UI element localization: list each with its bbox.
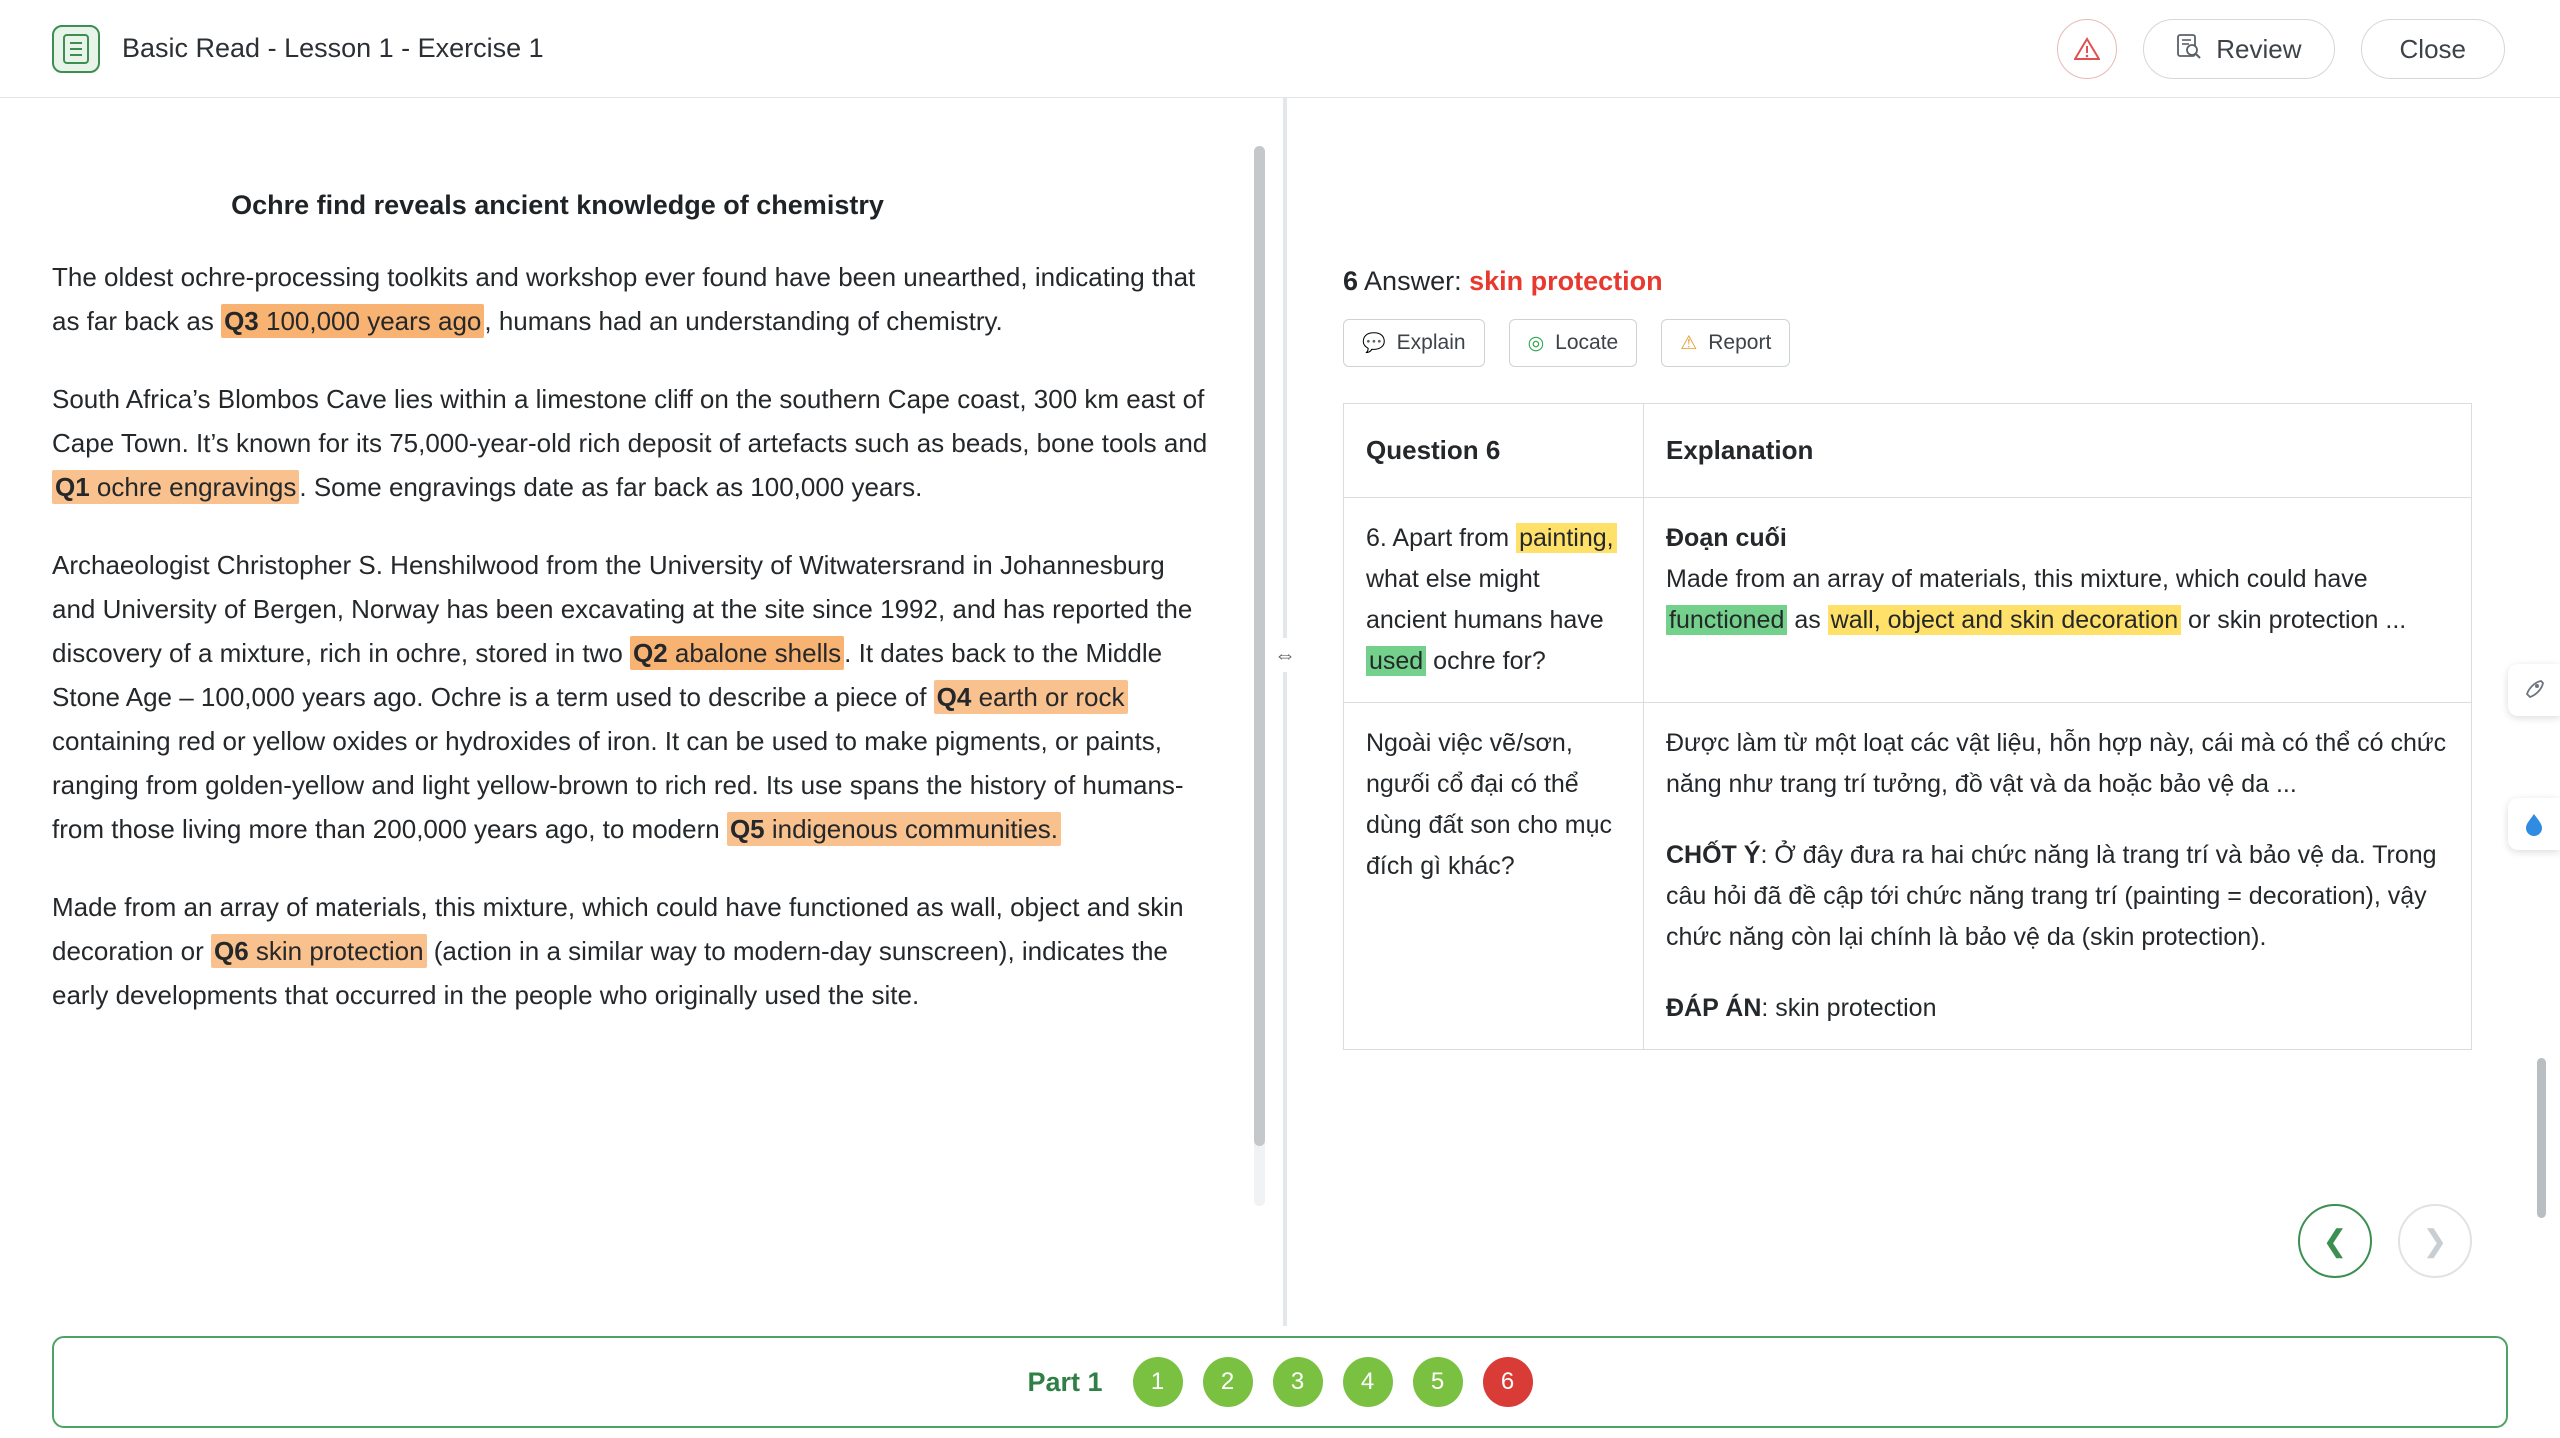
explanation-key-point bbox=[1666, 835, 2449, 958]
brand bbox=[52, 25, 544, 73]
highlight-functioned: functioned bbox=[1666, 605, 1787, 635]
highlight-painting: painting, bbox=[1516, 523, 1617, 553]
question-dot-4[interactable]: 4 bbox=[1343, 1357, 1393, 1407]
cell-text: what else might ancient humans have bbox=[1366, 565, 1604, 634]
passage-text: Made from an array of materials, this mixture, which could have functioned as wall, object and skin decoration or bbox=[52, 892, 1184, 966]
app-header bbox=[0, 0, 2560, 98]
cell-text: : Ở đây đưa ra hai chức năng là trang trí và bảo vệ da. Trong câu hỏi đã đề cập tới chức năng trang trí (painting = decoration), vậy chức năng còn lại chính là bảo vệ da (skin protection). bbox=[1666, 841, 2437, 951]
question-dot-3[interactable]: 3 bbox=[1273, 1357, 1323, 1407]
column-header-explanation: Explanation bbox=[1644, 404, 2472, 498]
explanation-vi-paragraph: Được làm từ một loạt các vật liệu, hỗn hợp này, cái mà có thể có chức năng như trang trí tưởng, đồ vật và da hoặc bảo vệ da ... bbox=[1666, 729, 2447, 798]
passage-text: The oldest ochre-processing toolkits and workshop ever found have been unearthed, indicating that as far back as bbox=[52, 262, 1196, 336]
answer-prefix: Answer: bbox=[1364, 266, 1462, 296]
next-question-button[interactable]: ❯ bbox=[2398, 1204, 2472, 1278]
explanation-table bbox=[1343, 403, 2472, 1050]
explanation-subtitle: Đoạn cuối bbox=[1666, 524, 1787, 552]
passage-title: Ochre find reveals ancient knowledge of chemistry bbox=[231, 190, 884, 220]
warning-triangle-icon[interactable] bbox=[2057, 19, 2117, 79]
warning-triangle-icon: ⚠ bbox=[1680, 332, 1698, 354]
highlight-decoration: wall, object and skin decoration bbox=[1828, 605, 2181, 635]
cell-text: Made from an array of materials, this mixture, which could have bbox=[1666, 565, 2368, 593]
passage-text: . It dates back to the Middle Stone Age – 100,000 years ago. Ochre is a term used to describe a piece of bbox=[52, 638, 1163, 712]
column-header-question: Question 6 bbox=[1344, 404, 1644, 498]
report-label: Report bbox=[1708, 331, 1772, 354]
highlight-q6: skin protection bbox=[248, 936, 424, 966]
question-english-cell bbox=[1344, 498, 1644, 703]
explain-button[interactable] bbox=[1343, 319, 1485, 367]
main-split bbox=[0, 98, 2560, 1326]
answer-summary bbox=[1343, 266, 2472, 297]
passage-paragraph-4 bbox=[52, 885, 1213, 1017]
explanation-final-answer bbox=[1666, 988, 2449, 1029]
explanation-scrollbar[interactable] bbox=[2537, 1058, 2546, 1218]
review-button[interactable] bbox=[2143, 19, 2334, 79]
cell-text: as bbox=[1787, 606, 1828, 634]
highlight-q1: ochre engravings bbox=[89, 472, 297, 502]
document-search-icon bbox=[2176, 33, 2202, 66]
divider-drag-handle[interactable]: ⇔ bbox=[1268, 638, 1302, 672]
question-tag-q2: Q2 bbox=[633, 638, 668, 668]
question-tag-q6: Q6 bbox=[213, 936, 249, 966]
highlight-q2: abalone shells bbox=[667, 638, 842, 668]
table-header-row bbox=[1344, 404, 2472, 498]
highlight-q3: 100,000 years ago bbox=[258, 306, 482, 336]
previous-question-button[interactable]: ❮ bbox=[2298, 1204, 2372, 1278]
explanation-vietnamese-cell bbox=[1644, 703, 2472, 1050]
passage-text: containing red or yellow oxides or hydroxides of iron. It can be used to make pigments, or paints, ranging from golden-yellow and light yellow-brown to rich red. Its use spans the history of humans-from those living more than 200,000 years ago, to modern bbox=[52, 726, 1184, 844]
question-tag-q4: Q4 bbox=[936, 682, 972, 712]
question-dot-2[interactable]: 2 bbox=[1203, 1357, 1253, 1407]
rocket-icon[interactable] bbox=[2508, 664, 2560, 716]
explanation-body bbox=[1666, 559, 2449, 641]
passage-pane bbox=[0, 98, 1283, 1326]
locate-label: Locate bbox=[1555, 331, 1619, 354]
question-navigator bbox=[52, 1336, 2508, 1428]
passage-text: South Africa’s Blombos Cave lies within a limestone cliff on the southern Cape coast, 300 km east of Cape Town. It’s known for its 75,000-year-old rich deposit of artefacts such as beads, bone tools and bbox=[52, 384, 1208, 458]
passage-text: , humans had an understanding of chemistry. bbox=[484, 306, 1003, 336]
explanation-english-cell bbox=[1644, 498, 2472, 703]
passage-text: (action in a similar way to modern-day sunscreen), indicates the early developments that occurred in the people who originally used the site. bbox=[52, 936, 1168, 1010]
explanation-scrollbar-thumb[interactable] bbox=[2537, 1058, 2546, 1218]
question-tag-q3: Q3 bbox=[224, 306, 259, 336]
cell-text: 6. Apart from bbox=[1366, 524, 1517, 552]
passage-text: . Some engravings date as far back as 100,000 years. bbox=[299, 472, 923, 502]
question-dot-1[interactable]: 1 bbox=[1133, 1357, 1183, 1407]
highlight-q4: earth or rock bbox=[971, 682, 1125, 712]
question-tag-q5: Q5 bbox=[729, 814, 765, 844]
passage-paragraph-1 bbox=[52, 255, 1213, 343]
question-dot-5[interactable]: 5 bbox=[1413, 1357, 1463, 1407]
final-answer-label: ĐÁP ÁN bbox=[1666, 994, 1762, 1022]
document-list-icon bbox=[52, 25, 100, 73]
cell-text: ochre for? bbox=[1426, 647, 1546, 675]
highlight-q5: indigenous communities. bbox=[764, 814, 1059, 844]
passage-text: Archaeologist Christopher S. Henshilwood from the University of Witwatersrand in Johannesburg and University of Bergen, Norway has been excavating at the site since 1992, and has reported the discovery of a mixture, rich in ochre, stored in two bbox=[52, 550, 1193, 668]
water-drop-icon[interactable] bbox=[2508, 798, 2560, 850]
target-icon: ◎ bbox=[1527, 332, 1545, 354]
explain-label: Explain bbox=[1396, 331, 1466, 354]
passage-paragraph-3 bbox=[52, 543, 1213, 851]
pagination-controls bbox=[2298, 1204, 2472, 1278]
question-vietnamese-cell: Ngoài việc vẽ/sơn, ngưối cổ đại có thể dùng đất son cho mục đích gì khác? bbox=[1344, 703, 1644, 1050]
page-title: Basic Read - Lesson 1 - Exercise 1 bbox=[122, 33, 544, 63]
key-point-label: CHỐT Ý bbox=[1666, 841, 1761, 869]
locate-button[interactable] bbox=[1509, 319, 1638, 367]
question-tag-q1: Q1 bbox=[55, 472, 90, 502]
table-row bbox=[1344, 703, 2472, 1050]
part-label: Part 1 bbox=[1027, 1366, 1103, 1397]
footer bbox=[0, 1326, 2560, 1438]
cell-text: : skin protection bbox=[1761, 994, 1937, 1022]
chat-bubble-icon: 💬 bbox=[1362, 333, 1386, 354]
passage-scrollbar[interactable] bbox=[1254, 146, 1265, 1206]
explanation-pane bbox=[1287, 98, 2560, 1326]
header-actions bbox=[2057, 0, 2505, 98]
answer-value: skin protection bbox=[1469, 266, 1663, 296]
answer-action-row bbox=[1343, 319, 2472, 367]
passage-paragraph-2 bbox=[52, 377, 1213, 509]
report-button[interactable] bbox=[1661, 319, 1790, 367]
answer-question-number: 6 bbox=[1343, 266, 1359, 296]
question-dot-6[interactable]: 6 bbox=[1483, 1357, 1533, 1407]
cell-text: or skin protection ... bbox=[2181, 606, 2407, 634]
passage-scrollbar-thumb[interactable] bbox=[1254, 146, 1265, 1146]
table-row bbox=[1344, 498, 2472, 703]
review-label: Review bbox=[2216, 33, 2302, 64]
close-button[interactable] bbox=[2361, 19, 2505, 79]
highlight-used: used bbox=[1366, 646, 1426, 676]
close-label: Close bbox=[2399, 33, 2466, 64]
